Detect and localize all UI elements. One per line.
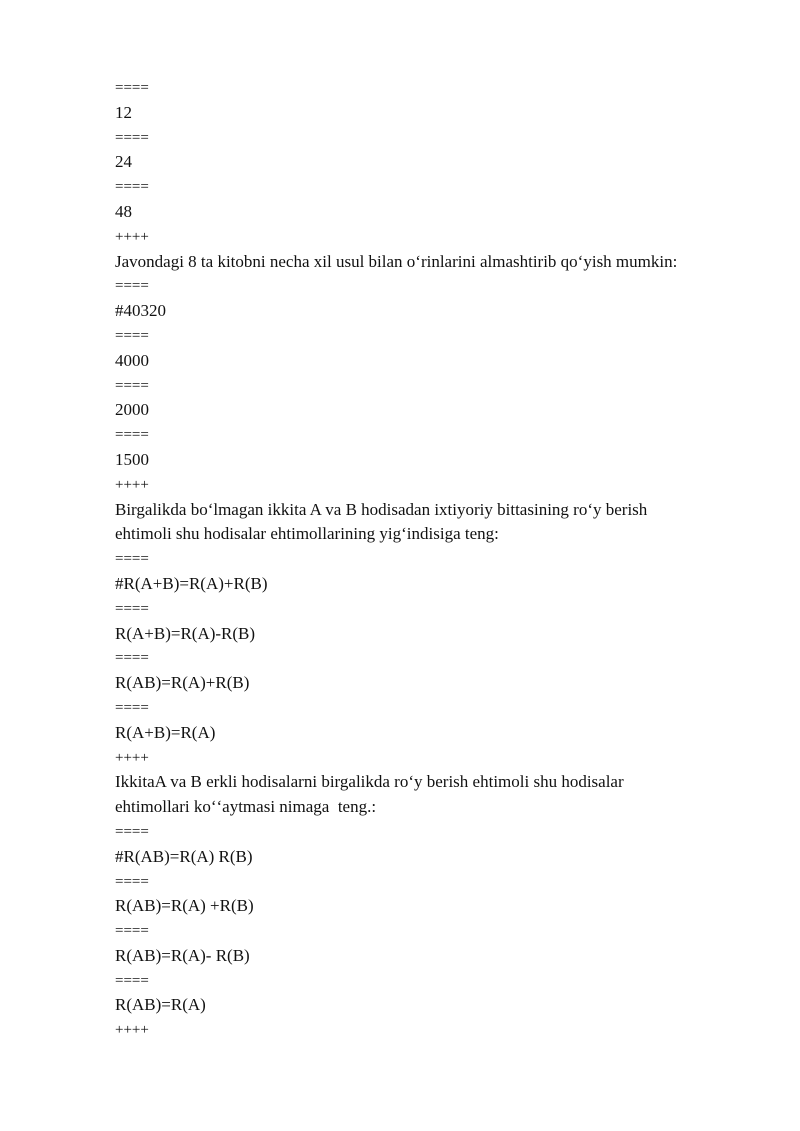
separator-line: ==== bbox=[115, 923, 149, 940]
separator-line: ++++ bbox=[115, 749, 149, 766]
separator-line: ==== bbox=[115, 551, 149, 568]
text-line: R(AB)=R(A) +R(B) bbox=[115, 896, 254, 916]
separator-line: ==== bbox=[115, 600, 149, 617]
text-line: 48 bbox=[115, 201, 132, 221]
text-line: 4000 bbox=[115, 350, 149, 370]
separator-line: ==== bbox=[115, 129, 149, 146]
text-line: R(AB)=R(A)- R(B) bbox=[115, 945, 250, 965]
document-page bbox=[115, 76, 755, 1043]
separator-line: ==== bbox=[115, 377, 149, 394]
separator-line: ==== bbox=[115, 327, 149, 344]
text-line: 1500 bbox=[115, 449, 149, 469]
separator-line: ==== bbox=[115, 80, 149, 96]
text-line: 24 bbox=[115, 152, 132, 172]
separator-line: ==== bbox=[115, 278, 149, 295]
text-line: R(AB)=R(A) bbox=[115, 995, 206, 1015]
separator-line: ++++ bbox=[115, 228, 149, 245]
separator-line: ==== bbox=[115, 699, 149, 716]
text-line: IkkitaA va B erkli hodisalarni birgalikda roʻy berish ehtimoli shu hodisalar bbox=[115, 772, 624, 792]
text-line: R(AB)=R(A)+R(B) bbox=[115, 673, 250, 693]
separator-line: ==== bbox=[115, 179, 149, 196]
text-line: #R(AB)=R(A) R(B) bbox=[115, 846, 253, 866]
text-line: R(A+B)=R(A)-R(B) bbox=[115, 623, 256, 643]
text-line: Javondagi 8 ta kitobni necha xil usul bilan oʻrinlarini almashtirib qoʻyish mumkin: bbox=[115, 251, 678, 271]
separator-line: ==== bbox=[115, 873, 149, 890]
separator-line: ==== bbox=[115, 823, 149, 840]
text-line: #R(A+B)=R(A)+R(B) bbox=[115, 573, 268, 593]
separator-line: ==== bbox=[115, 427, 149, 444]
separator-line: ++++ bbox=[115, 476, 149, 493]
text-line: ehtimollari koʻʻaytmasi nimaga teng.: bbox=[115, 797, 377, 817]
text-line: ehtimoli shu hodisalar ehtimollarining yigʻindisiga teng: bbox=[115, 524, 499, 544]
text-line: 2000 bbox=[115, 400, 149, 420]
separator-line: ==== bbox=[115, 650, 149, 667]
text-line: #40320 bbox=[115, 301, 166, 321]
separator-line: ==== bbox=[115, 972, 149, 989]
text-line: Birgalikda boʻlmagan ikkita A va B hodisadan ixtiyoriy bittasining roʻy berish bbox=[115, 499, 648, 519]
text-line: 12 bbox=[115, 102, 132, 122]
text-line: R(A+B)=R(A) bbox=[115, 722, 216, 742]
separator-line: ++++ bbox=[115, 1022, 149, 1039]
